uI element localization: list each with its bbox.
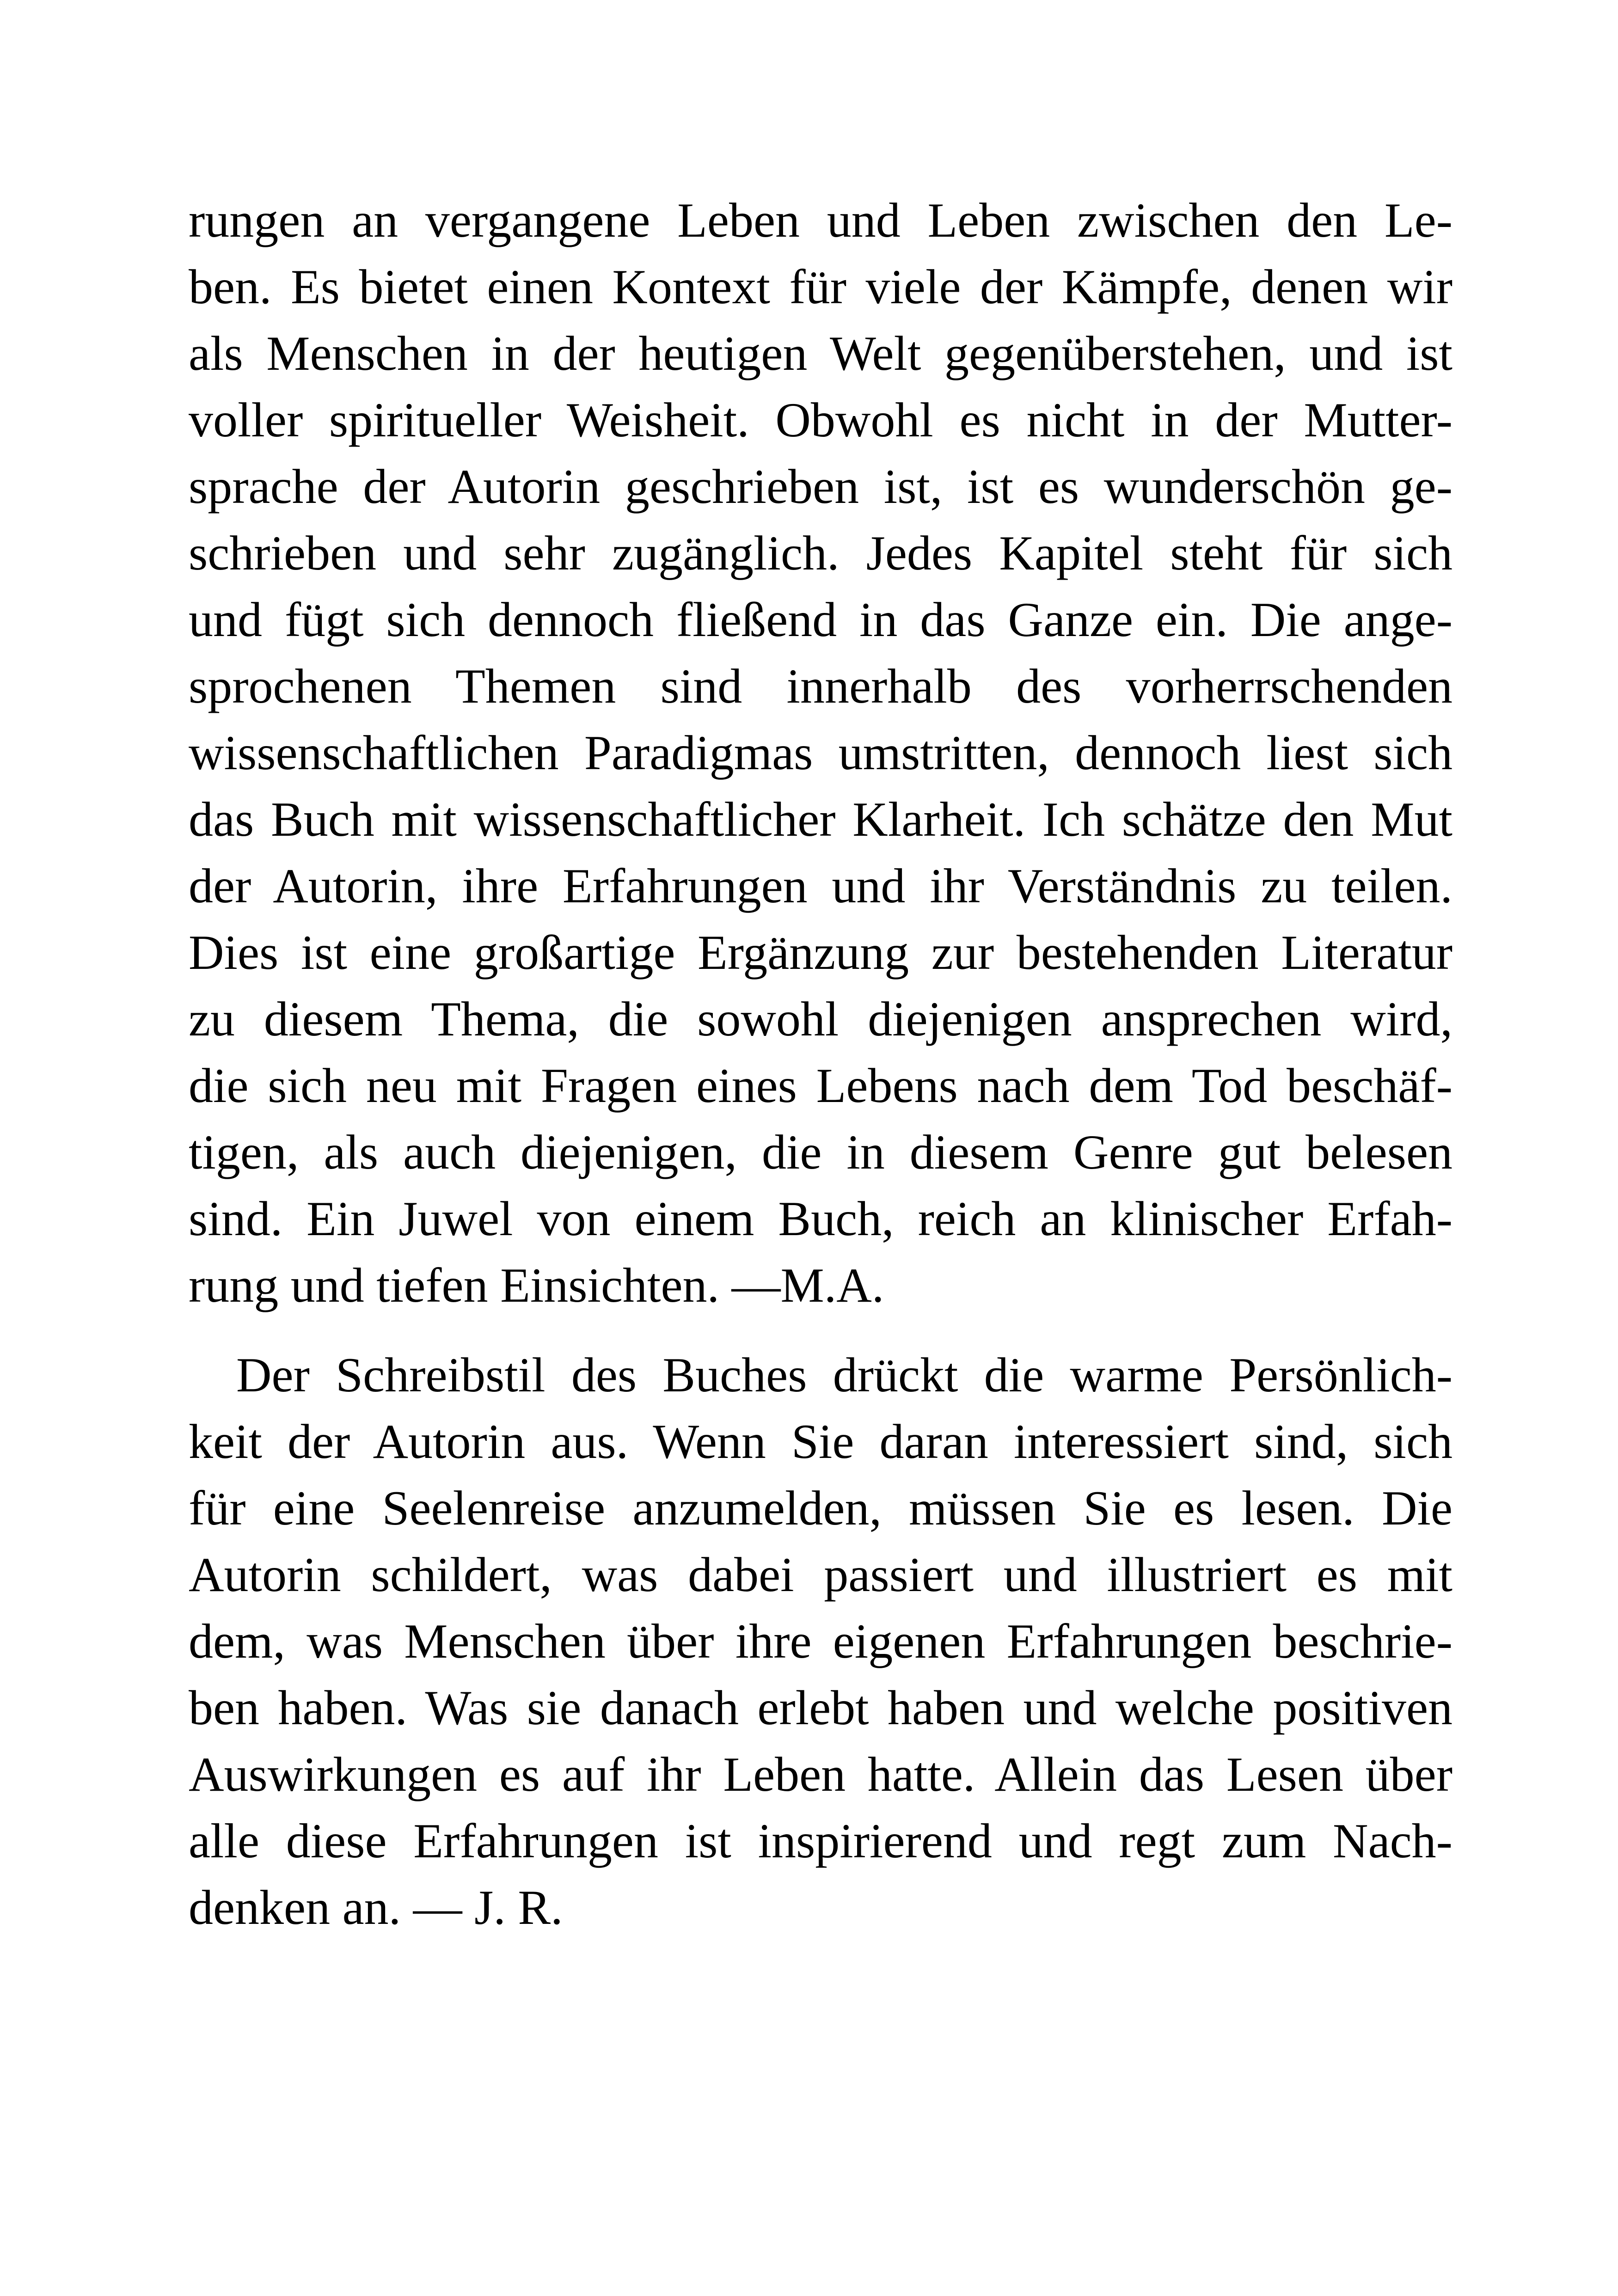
review-paragraph-2 bbox=[189, 1342, 1453, 1941]
text-line: Dies ist eine großartige Ergänzung zur bestehenden Literatur bbox=[189, 925, 1453, 980]
text-line-attribution-ma: rung und tiefen Einsichten. —M.A. bbox=[189, 1258, 884, 1312]
review-paragraph-1 bbox=[189, 187, 1453, 1319]
text-line: Autorin schildert, was dabei passiert und illustriert es mit bbox=[189, 1548, 1453, 1602]
text-line: schrieben und sehr zugänglich. Jedes Kapitel steht für sich bbox=[189, 526, 1453, 580]
text-line: dem, was Menschen über ihre eigenen Erfahrungen beschrie- bbox=[189, 1614, 1453, 1668]
text-line: der Autorin, ihre Erfahrungen und ihr Verständnis zu teilen. bbox=[189, 859, 1453, 913]
text-line: sprache der Autorin geschrieben ist, ist es wunderschön ge- bbox=[189, 459, 1453, 514]
text-line: für eine Seelenreise anzumelden, müssen Sie es lesen. Die bbox=[189, 1481, 1453, 1535]
page-text bbox=[189, 187, 1453, 1941]
text-line: voller spiritueller Weisheit. Obwohl es nicht in der Mutter- bbox=[189, 393, 1453, 447]
text-line: sprochenen Themen sind innerhalb des vorherrschenden bbox=[189, 659, 1453, 713]
text-line: die sich neu mit Fragen eines Lebens nach dem Tod beschäf- bbox=[189, 1059, 1453, 1113]
text-line: und fügt sich dennoch fließend in das Ganze ein. Die ange- bbox=[189, 593, 1453, 647]
text-line: wissenschaftlichen Paradigmas umstritten, dennoch liest sich bbox=[189, 726, 1453, 780]
text-line: keit der Autorin aus. Wenn Sie daran interessiert sind, sich bbox=[189, 1414, 1453, 1469]
text-line: rungen an vergangene Leben und Leben zwischen den Le- bbox=[189, 193, 1453, 247]
text-line-attribution-jr: denken an. — J. R. bbox=[189, 1880, 563, 1935]
text-line: sind. Ein Juwel von einem Buch, reich an klinischer Erfah- bbox=[189, 1192, 1453, 1246]
text-line: zu diesem Thema, die sowohl diejenigen ansprechen wird, bbox=[189, 992, 1453, 1046]
text-line: ben. Es bietet einen Kontext für viele der Kämpfe, denen wir bbox=[189, 260, 1453, 314]
text-line: tigen, als auch diejenigen, die in diesem Genre gut belesen bbox=[189, 1125, 1453, 1179]
text-line: Der Schreibstil des Buches drückt die warme Persönlich- bbox=[236, 1348, 1453, 1402]
text-line: Auswirkungen es auf ihr Leben hatte. Allein das Lesen über bbox=[189, 1747, 1453, 1801]
text-line: als Menschen in der heutigen Welt gegenüberstehen, und ist bbox=[189, 326, 1453, 380]
text-line: ben haben. Was sie danach erlebt haben und welche positiven bbox=[189, 1681, 1453, 1735]
text-line: das Buch mit wissenschaftlicher Klarheit. Ich schätze den Mut bbox=[189, 792, 1453, 846]
text-line: alle diese Erfahrungen ist inspirierend und regt zum Nach- bbox=[189, 1814, 1453, 1868]
